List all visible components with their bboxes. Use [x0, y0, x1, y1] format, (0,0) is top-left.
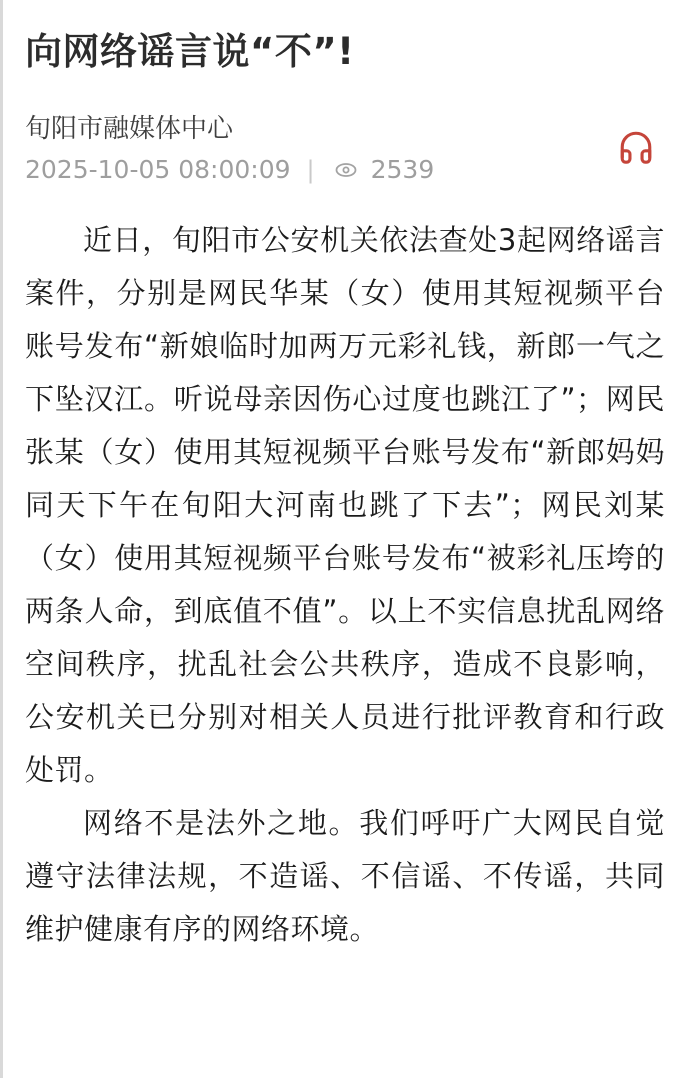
article-meta — [25, 114, 665, 185]
publish-datetime: 2025-10-05 08:00:09 — [25, 155, 291, 184]
meta-divider: | — [306, 156, 315, 184]
source-name: 旬阳市融媒体中心 — [25, 114, 234, 144]
paragraph-2: 网络不是法外之地。我们呼吁广大网民自觉遵守法律法规，不造谣、不信谣、不传谣，共同维护健康有序的网络环境。 — [25, 806, 665, 946]
article-title: 向网络谣言说“不”! — [25, 30, 355, 73]
headphones-icon — [614, 125, 658, 172]
article-body — [25, 214, 665, 956]
listen-audio-button[interactable] — [610, 122, 662, 174]
screen-left-edge — [0, 0, 3, 1078]
meta-row — [25, 155, 665, 185]
article-header — [25, 0, 665, 185]
paragraph-1: 近日，旬阳市公安机关依法查处3起网络谣言案件，分别是网民华某（女）使用其短视频平台账号发布“新娘临时加两万元彩礼钱，新郎一气之下坠汉江。听说母亲因伤心过度也跳江了”；网民张某（女）使用其短视频平台账号发布“新郎妈妈同天下午在旬阳大河南也跳了下去”；网民刘某（女）使用其短视频平台账号发布“被彩礼压垮的两条人命，到底值不值”。以上不实信息扰乱网络空间秩序，扰乱社会公共秩序，造成不良影响，公安机关已分别对相关人员进行批评教育和行政处罚。 — [25, 223, 665, 787]
eye-icon — [331, 158, 361, 182]
view-count: 2539 — [370, 155, 435, 184]
